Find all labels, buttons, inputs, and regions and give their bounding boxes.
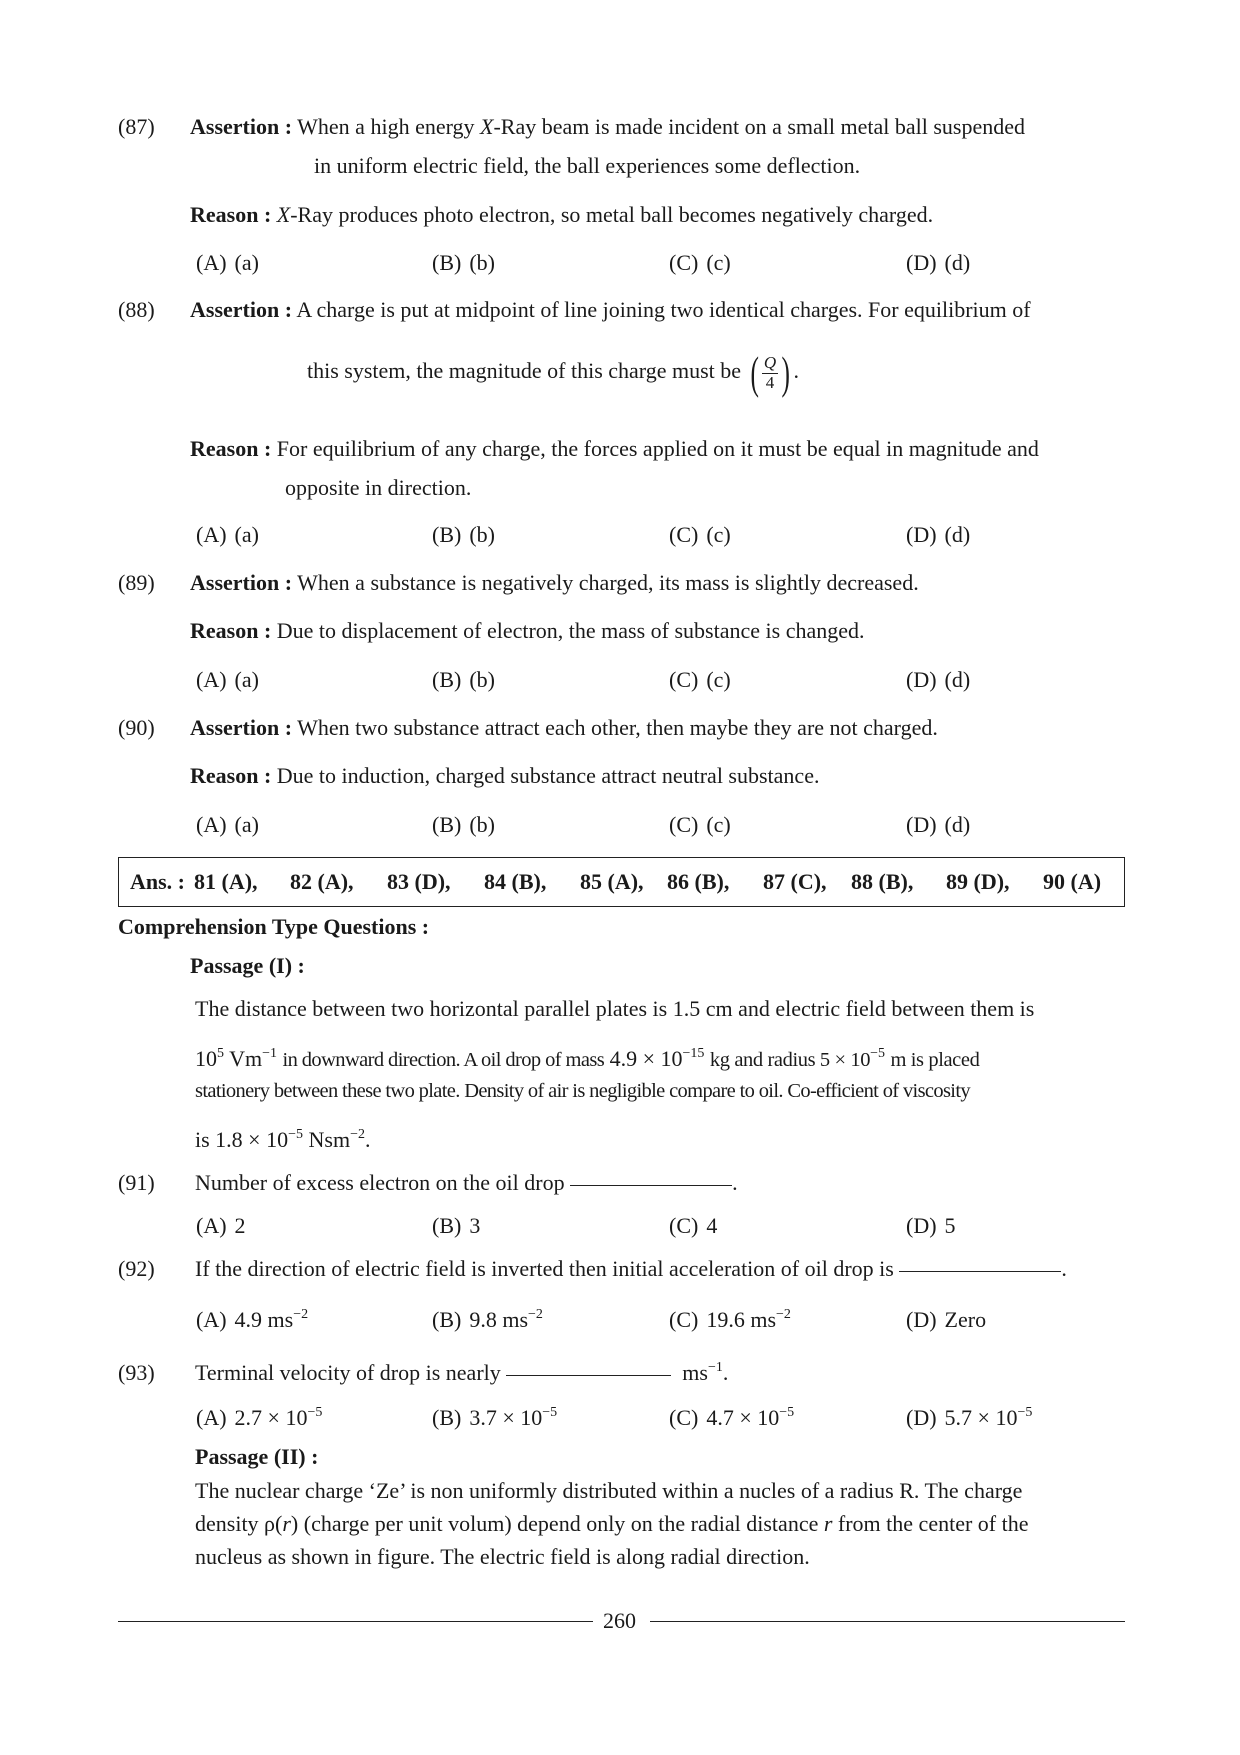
option-c[interactable]: (C) $4.7 \times 10^{-5}$ [669, 1405, 795, 1430]
passage-2-line3: nucleus as shown in figure. The electric field is along radial direction. [195, 1544, 810, 1569]
reason-89: Reason : Due to displacement of electron, the mass of substance is changed. [190, 618, 865, 643]
option-a[interactable]: (A) $2.7 \times 10^{-5}$ [196, 1405, 323, 1430]
question-number: (93) [118, 1360, 155, 1385]
option-c[interactable]: (C) (c) [669, 250, 731, 275]
option-b[interactable]: (B) (b) [432, 812, 495, 837]
option-d[interactable]: (D) $5.7 \times 10^{-5}$ [906, 1405, 1033, 1430]
question-number: (87) [118, 114, 155, 139]
assertion-87-line2: in uniform electric field, the ball experiences some deflection. [314, 153, 861, 178]
answer-blank[interactable] [899, 1271, 1061, 1272]
assertion-90: Assertion : When two substance attract each other, then maybe they are not charged. [190, 715, 938, 740]
reason-88-line2: opposite in direction. [285, 475, 472, 500]
reason-90: Reason : Due to induction, charged substance attract neutral substance. [190, 763, 820, 788]
option-b[interactable]: (B) 3 [432, 1213, 481, 1238]
option-a[interactable]: (A) 2 [196, 1213, 246, 1238]
footer-rule-left [118, 1621, 593, 1622]
passage-2-line2: density ρ(r) (charge per unit volum) depend only on the radial distance r from the center of the [195, 1511, 1029, 1536]
answer-key [130, 869, 185, 894]
option-c[interactable]: (C) 19.6 $ms^{-2}$ [669, 1307, 791, 1332]
question-number: (89) [118, 570, 155, 595]
answer-item: 90 (A) [1043, 869, 1102, 894]
question-91: Number of excess electron on the oil drop . [195, 1170, 738, 1195]
answer-blank[interactable] [506, 1375, 671, 1376]
footer-rule-right [650, 1621, 1125, 1622]
question-number: (92) [118, 1256, 155, 1281]
assertion-88-line2: this system, the magnitude of this charge must be ( $\frac{Q}{4}$ ) . [307, 347, 799, 398]
option-a[interactable]: (A) (a) [196, 522, 259, 547]
option-a[interactable]: (A) (a) [196, 667, 259, 692]
answer-item: 87 (C), [763, 869, 827, 894]
option-d[interactable]: (D) Zero [906, 1307, 987, 1332]
question-93: Terminal velocity of drop is nearly $ms^{-1}$. [195, 1360, 729, 1385]
section-heading: Comprehension Type Questions : [118, 914, 430, 939]
passage-heading: Passage (I) : [190, 953, 305, 978]
answer-blank[interactable] [570, 1185, 732, 1186]
question-92: If the direction of electric field is inverted then initial acceleration of oil drop is . [195, 1256, 1067, 1281]
answer-item: 88 (B), [851, 869, 914, 894]
assertion-label: Assertion : [190, 114, 293, 139]
option-d[interactable]: (D) (d) [906, 667, 971, 692]
option-d[interactable]: (D) (d) [906, 522, 971, 547]
question-number: (91) [118, 1170, 155, 1195]
option-b[interactable]: (B) $3.7 \times 10^{-5}$ [432, 1405, 558, 1430]
answer-item: 83 (D), [387, 869, 451, 894]
answer-item: 84 (B), [484, 869, 547, 894]
assertion-89: Assertion : When a substance is negatively charged, its mass is slightly decreased. [190, 570, 919, 595]
fraction-q-over-4: $\frac{Q}{4}$ [763, 352, 777, 392]
answer-item: 85 (A), [580, 869, 644, 894]
assertion-87 [190, 114, 1025, 139]
answer-item: 81 (A), [194, 869, 258, 894]
option-b[interactable]: (B) (b) [432, 250, 495, 275]
answer-item: 86 (B), [667, 869, 730, 894]
option-b[interactable]: (B) (b) [432, 522, 495, 547]
option-c[interactable]: (C) (c) [669, 667, 731, 692]
option-d[interactable]: (D) 5 [906, 1213, 956, 1238]
option-c[interactable]: (C) 4 [669, 1213, 718, 1238]
answer-item: 82 (A), [290, 869, 354, 894]
option-c[interactable]: (C) (c) [669, 522, 731, 547]
option-d[interactable]: (D) (d) [906, 250, 971, 275]
option-a[interactable]: (A) 4.9 $ms^{-2}$ [196, 1307, 309, 1332]
question-number: (88) [118, 297, 155, 322]
option-a[interactable]: (A) (a) [196, 250, 259, 275]
passage-1-line4: is $1.8 \times 10^{-5}$ Nsm$^{-2}$. [195, 1127, 371, 1152]
option-b[interactable]: (B) 9.8 $ms^{-2}$ [432, 1307, 543, 1332]
answer-item: 89 (D), [946, 869, 1010, 894]
page-number: 260 [603, 1608, 636, 1633]
passage-2-line1: The nuclear charge ‘Ze’ is non uniformly distributed within a nucles of a radius R. The charge [195, 1478, 1023, 1503]
passage-heading: Passage (II) : [195, 1444, 319, 1469]
reason-88: Reason : For equilibrium of any charge, the forces applied on it must be equal in magnitude and [190, 436, 1039, 461]
option-d[interactable]: (D) (d) [906, 812, 971, 837]
passage-1-line3: stationery between these two plate. Density of air is negligible compare to oil. Co-efficient of viscosity [195, 1080, 970, 1102]
reason-87: Reason : X-Ray produces photo electron, so metal ball becomes negatively charged. [190, 202, 934, 227]
passage-1-line2: $10^5$ $Vm^{-1}$ in downward direction. A oil drop of mass $4.9 \times 10^{-15}$ kg and radius $5 \times 10^{-5}$ m is placed [195, 1046, 980, 1071]
option-b[interactable]: (B) (b) [432, 667, 495, 692]
question-number: (90) [118, 715, 155, 740]
option-c[interactable]: (C) (c) [669, 812, 731, 837]
option-a[interactable]: (A) (a) [196, 812, 259, 837]
passage-1-line1: The distance between two horizontal parallel plates is 1.5 cm and electric field between them is [195, 996, 1035, 1021]
answer-key-label: Ans. : [130, 869, 186, 894]
assertion-88: Assertion : A charge is put at midpoint of line joining two identical charges. For equilibrium of [190, 297, 1031, 322]
assertion-text: When a high energy X-Ray beam is made incident on a small metal ball suspended [297, 114, 1026, 139]
